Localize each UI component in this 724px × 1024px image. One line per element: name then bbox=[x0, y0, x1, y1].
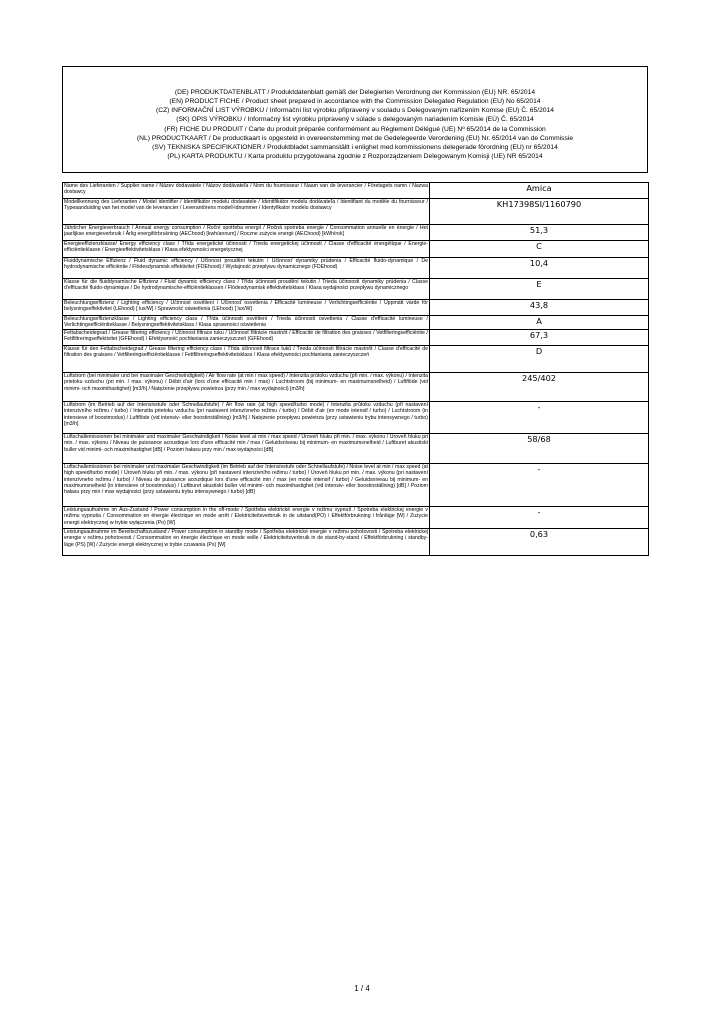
row-label: Leistungsaufnahme im Aus-Zustand / Power consumption in the off-mode / Spotřeba elektrické energie v režimu vypnutí / Spotreba elektrickej energie v režimu vypnutia / Consommation en énergie électrique en mode arrêt / Elektriciteitsverbruik in de uitstand(PO) / Effektförbrukning i frånläge [W] / Zużycie energii elektrycznej w trybie wyłączenia (Po) [W] bbox=[63, 507, 430, 529]
row-value: 58/68 bbox=[430, 434, 649, 464]
table-row-supplier bbox=[63, 183, 649, 199]
row-value: - bbox=[430, 402, 649, 434]
row-value: D bbox=[430, 346, 649, 373]
row-value: E bbox=[430, 279, 649, 300]
row-label: Fluiddynamische Effizienz / Fluid dynamic efficiency / Účinnost proudění tekutin / Účinnosť dynamiky prúdenia / Efficacité fluido-dynamique / De hydrodynamische efficiëntie / Flödesdynamisk effektivitet (FDEhood) / Wydajność przepływu dynamicznego (FDEhood) bbox=[63, 258, 430, 279]
row-label: Beleuchtungseffizienzklasse / Lighting efficiency class / Třída účinnosti osvětlení / Trieda účinnosti osvetlenia / Classe d'efficacité lumineuse / Verlichtingsefficiëntieklasse / Belysningseffektivitetsklass / Klasa sprawności oświetlenia bbox=[64, 316, 428, 329]
table-row-noise-level-boost bbox=[63, 464, 649, 507]
row-value: 0,63 bbox=[430, 529, 649, 556]
row-value: 10,4 bbox=[430, 258, 649, 279]
table-row-air-flow-boost bbox=[63, 402, 649, 434]
table-row-annual-energy bbox=[63, 225, 649, 241]
table-row-grease-class bbox=[63, 346, 649, 373]
table-row-grease-efficiency bbox=[63, 330, 649, 346]
row-value: KH17398SI/1160790 bbox=[430, 199, 649, 225]
row-label: Energieeffizienzklasse/ Energy efficiency class / Třída energetické účinnosti / Trieda energetickej účinnosti / Classe d'efficacité énergétique / Energie-efficiëntieklasse / Energieeffektivitetsklass / Klasa efektywności energetycznej bbox=[63, 241, 430, 258]
table-row-model bbox=[63, 199, 649, 225]
row-value: - bbox=[430, 464, 649, 507]
row-label: Fettabscheidegrad / Grease filtering efficiency / Účinnost filtrace tuku / Účinnosť filtrácie mastnôt / Efficacité de filtration des graisses / Vetfilteringsefficiëntie / Fettfiltreringseffektivitet (GFEhood) / Efektywność pochłaniania zanieczyszczeń (GFEhood) bbox=[63, 330, 430, 346]
page-number: 1 / 4 bbox=[354, 984, 370, 993]
header-line-de: (DE) PRODUKTDATENBLATT / Produktdatenblatt gemäß der Delegierten Verordnung der Kommission (EU) NR. 65/2014 bbox=[174, 89, 536, 97]
row-value: A bbox=[430, 316, 649, 330]
row-label: Luftstrom (im Betrieb auf der Intensivstufe oder Schnellaufstufe) / Air flow rate (at high speed/turbo mode) / Intenzita průtoku vzduchu (při nastavení intenzivního režimu / turbo) / Intenzita prietoku vzduchu (pri nastavení intenzívneho režimu / turbo) / Débit d'air (en mode intensif / turbo) / Luchtstroom (in intensieve of boostmodus) / Luftflöde (vid intensiv- eller boostinställning) [m3/h] / Natężenie przepływu powietrza (przy ustawieniu trybu intensywnego / turbo) [m3/h] bbox=[63, 402, 430, 434]
row-label: Luftschallemissionen bei minimaler und maximaler Geschwindigkeit / Noise level at min / max speed / Úroveň hluku při min. / max. výkonu / Úroveň hluku pri min. / max. výkonu / Niveau de puissance acoustique lors d'une efficacité min / max / Geluidsniveau bij minimum- en maximumsnelheid / Luftburet akustiskt buller vid minimi- och maximihastighet [dB] / Poziom hałasu przy min / max wydajności [dB] bbox=[63, 434, 430, 464]
table-row-noise-level bbox=[63, 434, 649, 464]
table-row-fluid-class bbox=[63, 279, 649, 300]
fiche-header bbox=[62, 66, 648, 173]
row-label: Klasse für die fluiddynamische Effizienz / Fluid dynamic efficiency class / Třída účinnosti proudění tekutin / Trieda účinnosti dynamiky prúdenia / Classe d'efficacité fluido-dynamique / De hydrodynamische-efficiëntieklassen / Flödesdynamisk effektivitetsklass / Klasa wydajności przepływu dynamicznego bbox=[63, 279, 430, 300]
header-line-cz: (CZ) INFORMAČNÍ LIST VÝROBKU / Informační list výrobku připravený v souladu s Delegovaným nařízením Komise (EU) Č. 65/2014 bbox=[156, 107, 554, 115]
row-value: 51,3 bbox=[430, 225, 649, 241]
row-label: Modellkennung des Lieferanten / Model identifier / Identifikátor modelu dodavatele / Identifikátor modelu dodávateľa / Identifiant du modèle du fournisseur / Typeaanduiding van het model van de leverancier / Leverantörens modell-idnummer / Identyfikator modelu dostawcy bbox=[63, 199, 430, 225]
table-row-air-flow bbox=[63, 373, 649, 402]
header-line-sv: (SV) TEKNISKA SPECIFIKATIONER / Produktbladet sammanställt i enlighet med kommissionens delegerade förordning (EU) nr 65/2014 bbox=[152, 143, 558, 151]
table-row-energy-class bbox=[63, 241, 649, 258]
header-line-sk: (SK) OPIS VÝROBKU / Informačný list výrobku pripravený v súlade s delegovaným nariadením Komisie (EÚ) Č. 65/2014 bbox=[176, 116, 534, 124]
row-value: - bbox=[430, 507, 649, 529]
row-label: Luftstrom (bei minimaler und bei maximaler Geschwindigkeit) / Air flow rate (at min / max speed) / Intenzita průtoku vzduchu (při min. / max. výkonu) / Intenzita prietoku vzduchu (pri min. / max. výkonu) / Débit d'air (lors d'une efficacité min / max) / Luchtstroom (bij minimum- en maximumsnelheid) / Luftflöde (vid minimi- och maximihastighet) [m3/h] / Natężenie przepływu powietrza (przy min / max wydajności) [m3/h] bbox=[63, 373, 430, 402]
row-label: Jährlicher Energieverbrauch / Annual energy consumption / Roční spotřeba energií / Ročná spotreba energie / Consommation annuelle en énergie / Het jaarlijkse energieverbruik / Årlig energiförbrukning (AEChood) [kwh/annum] / Roczne zużycie energii (AEChood) [kWh/rok] bbox=[63, 225, 430, 241]
table-row-lighting-class bbox=[63, 316, 649, 330]
row-label: Name des Lieferanten / Supplier name / Název dodavatele / Názov dodávateľa / Nom du fournisseur / Naam van de leverancier / Företagets namn / Nazwa dostawcy bbox=[63, 183, 430, 199]
product-fiche-table bbox=[62, 182, 649, 556]
row-label: Luftschallemissionen bei minimaler und maximaler Geschwindigkeit (im Betrieb auf der Intensivstufe oder Schnellaufstufe) / Noise level at min / max speed (at high speed/turbo mode) / Úroveň hluku při min. / max. výkonu (při nastavení intenzivního režimu / turbo) / Úroveň hluku pri min. / max. výkonu (pri nastavení intenzívneho režimu / turbo) / Niveau de puissance acoustique lors d'une efficacité min / max (en mode intensif / turbo) / Geluidsniveau bij minimum- en maximumsnelheid (in intensieve of boostmodus) / Luftburet akustiskt buller vid minimi- och maximihastighet (vid intensiv- eller boostinställning) [dB] / Poziom hałasu przy min / max wydajności (przy ustawieniu trybu intensywnego / turbo) [dB] bbox=[63, 464, 430, 507]
header-line-en: (EN) PRODUCT FICHE / Product sheet prepared in accordance with the Commission Delegated Regulation (EU) No 65/2014 bbox=[169, 98, 541, 106]
table-row-fluid-efficiency bbox=[63, 258, 649, 279]
table-row-lighting-efficiency bbox=[63, 300, 649, 316]
row-value: 245/402 bbox=[430, 373, 649, 402]
row-label: Leistungsaufnahme im Bereitschaftszustand / Power consumption in standby mode / Spotřeba elektrické energie v režimu pohotovosti / Spotreba elektrickej energie v režimu pohotovosti / Consommation en énergie électrique en mode veille / Elektriciteitsverbruik in de stand-by-stand / Effektförbrukning i standby-läge (PS) [W] / Zużycie energii elektrycznej w trybie czuwania (Ps) [W] bbox=[63, 529, 430, 556]
row-value: 43,8 bbox=[430, 300, 649, 316]
header-line-fr: (FR) FICHE DU PRODUIT / Carte du produit préparée conformément au Règlement Délégué (UE) Nº 65/2014 de la Commission bbox=[164, 125, 546, 133]
table-row-power-standby bbox=[63, 529, 649, 556]
header-line-nl: (NL) PRODUCTKAART / De productkaart is opgesteld in overeenstemming met de Gedelegeerde Verordening (EU) Nr. 65/2014 van de Commissie bbox=[136, 134, 574, 142]
header-line-pl: (PL) KARTA PRODUKTU / Karta produktu przygotowana zgodnie z Rozporządzeniem Delegowanym Komisji (UE) NR 65/2014 bbox=[167, 152, 543, 160]
row-label: Beleuchtungseffizienz / Lighting efficiency / Účinnost osvětlení / Účinnosť osvetlenia / Efficacité lumineuse / Verlichtingsefficiëntie / Uppmätt värde för belysningseffektivitet (LEhood) [ lux/W] / Sprawność oświetlenia (LEhood) [ lux/W] bbox=[63, 300, 430, 316]
row-value: 67,3 bbox=[430, 330, 649, 346]
table-row-power-off bbox=[63, 507, 649, 529]
row-value: Amica bbox=[430, 183, 649, 199]
row-label: Klasse für den Fettabscheidegrad / Grease filtering efficiency class / Třída účinnosti filtrace tuků / Trieda účinnosti filtrácie mastnôt / Classe d'efficacité de filtration des graisses / Vetfilteringsefficiëntieklasse / Fettfiltreringseffektivitetsklass / Klasa efektywności pochłaniania zanieczyszczeń bbox=[63, 346, 430, 373]
row-value: C bbox=[430, 241, 649, 258]
